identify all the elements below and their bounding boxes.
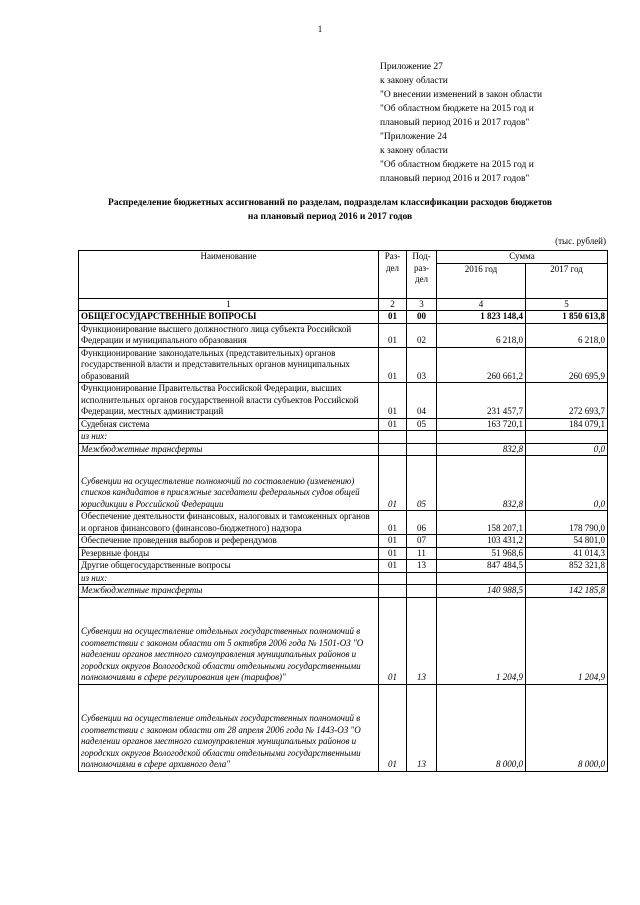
- row-value-2016: 8 000,0: [437, 684, 526, 771]
- row-value-2016: 103 431,2: [437, 535, 526, 548]
- row-section: 01: [379, 383, 407, 419]
- row-section: 01: [379, 347, 407, 383]
- row-value-2017: 0,0: [526, 443, 608, 456]
- row-subsection: 07: [407, 535, 437, 548]
- row-section: 01: [379, 597, 407, 684]
- row-name: из них:: [79, 431, 379, 444]
- table-row: [79, 535, 608, 548]
- row-section: 01: [379, 323, 407, 347]
- header-subsection: Под-раз-дел: [407, 251, 437, 299]
- row-subsection: 00: [407, 311, 437, 324]
- row-value-2016: 832,8: [437, 456, 526, 511]
- row-value-2016: 1 823 148,4: [437, 311, 526, 324]
- row-name: Функционирование Правительства Российской Федерации, высших исполнительных органов государственной власти субъектов Российской Федерации, местных администраций: [79, 383, 379, 419]
- row-name: Межбюджетные трансферты: [79, 585, 379, 598]
- annex-line: к закону области: [380, 146, 448, 156]
- budget-table: [78, 250, 608, 772]
- column-number: 1: [79, 298, 379, 311]
- annex-line: "Об областном бюджете на 2015 год и: [380, 104, 534, 114]
- row-value-2016: 832,8: [437, 443, 526, 456]
- row-value-2017: 184 079,1: [526, 418, 608, 431]
- row-subsection: 13: [407, 560, 437, 573]
- annex-line: "Об областном бюджете на 2015 год и: [380, 160, 534, 170]
- row-section: 01: [379, 560, 407, 573]
- row-value-2016: 260 661,2: [437, 347, 526, 383]
- row-section: [379, 443, 407, 456]
- table-row: [79, 323, 608, 347]
- row-value-2016: 158 207,1: [437, 511, 526, 535]
- header-name: Наименование: [79, 251, 379, 299]
- title-line: на плановый период 2016 и 2017 годов: [247, 212, 413, 222]
- row-value-2017: 260 695,9: [526, 347, 608, 383]
- row-value-2017: 1 204,9: [526, 597, 608, 684]
- row-section: [379, 431, 407, 444]
- annex-line: плановый период 2016 и 2017 годов": [380, 174, 530, 184]
- row-subsection: 05: [407, 418, 437, 431]
- header-2016: 2016 год: [437, 263, 526, 298]
- column-number: 5: [526, 298, 608, 311]
- row-section: 01: [379, 311, 407, 324]
- title-line: Распределение бюджетных ассигнований по разделам, подразделам классификации расходов бюджетов: [108, 198, 552, 208]
- row-name: Судебная система: [79, 418, 379, 431]
- row-name: Субвенции на осуществление отдельных государственных полномочий в соответствии с законом области от 5 октября 2006 года № 1501-ОЗ "О наделении органов местного самоуправления муниципальных районов и городских округов Вологодской области отдельными государственными полномочиями в сфере регулирования цен (тарифов)": [79, 597, 379, 684]
- row-subsection: 02: [407, 323, 437, 347]
- table-row: [79, 456, 608, 511]
- row-section: 01: [379, 535, 407, 548]
- row-value-2016: 163 720,1: [437, 418, 526, 431]
- table-row: [79, 443, 608, 456]
- row-value-2017: 178 790,0: [526, 511, 608, 535]
- annex-line: "О внесении изменений в закон области: [380, 90, 543, 100]
- row-value-2017: [526, 572, 608, 585]
- row-value-2016: 6 218,0: [437, 323, 526, 347]
- row-value-2017: 8 000,0: [526, 684, 608, 771]
- table-row: [79, 511, 608, 535]
- row-subsection: [407, 431, 437, 444]
- table-row: [79, 560, 608, 573]
- table-row: [79, 572, 608, 585]
- row-value-2017: 54 801,0: [526, 535, 608, 548]
- row-value-2016: 231 457,7: [437, 383, 526, 419]
- row-section: 01: [379, 547, 407, 560]
- row-section: 01: [379, 418, 407, 431]
- row-value-2017: 272 693,7: [526, 383, 608, 419]
- table-row: [79, 383, 608, 419]
- table-row: [79, 311, 608, 324]
- column-number: 3: [407, 298, 437, 311]
- units-label: (тыс. рублей): [555, 236, 606, 246]
- annex-line: плановый период 2016 и 2017 годов": [380, 118, 530, 128]
- row-value-2016: 847 484,5: [437, 560, 526, 573]
- table-row: [79, 547, 608, 560]
- row-value-2016: 140 988,5: [437, 585, 526, 598]
- row-value-2016: [437, 431, 526, 444]
- annex-line: Приложение 27: [380, 62, 443, 72]
- row-subsection: [407, 443, 437, 456]
- row-subsection: [407, 585, 437, 598]
- row-value-2017: 0,0: [526, 456, 608, 511]
- annex-header: [380, 60, 542, 186]
- table-row: [79, 431, 608, 444]
- row-value-2016: 51 968,6: [437, 547, 526, 560]
- annex-line: "Приложение 24: [380, 132, 447, 142]
- row-value-2017: 1 850 613,8: [526, 311, 608, 324]
- row-subsection: 03: [407, 347, 437, 383]
- row-name: Обеспечение проведения выборов и референдумов: [79, 535, 379, 548]
- annex-line: к закону области: [380, 76, 448, 86]
- row-value-2017: 142 185,8: [526, 585, 608, 598]
- row-name: Субвенции на осуществление полномочий по составлению (изменению) списков кандидатов в присяжные заседатели федеральных судов общей юрисдикции в Российской Федерации: [79, 456, 379, 511]
- row-section: [379, 585, 407, 598]
- row-name: Субвенции на осуществление отдельных государственных полномочий в соответствии с законом области от 28 апреля 2006 года № 1443-ОЗ "О наделении органов местного самоуправления муниципальных районов и городских округов Вологодской области отдельными государственными полномочиями в сфере архивного дела": [79, 684, 379, 771]
- column-number-row: [79, 298, 608, 311]
- row-value-2017: 41 014,3: [526, 547, 608, 560]
- row-section: 01: [379, 511, 407, 535]
- table-body: [79, 298, 608, 771]
- table-row: [79, 585, 608, 598]
- header-2017: 2017 год: [526, 263, 608, 298]
- row-section: 01: [379, 456, 407, 511]
- page-number: 1: [317, 24, 323, 34]
- column-number: 2: [379, 298, 407, 311]
- row-section: [379, 572, 407, 585]
- row-value-2016: 1 204,9: [437, 597, 526, 684]
- row-subsection: 11: [407, 547, 437, 560]
- row-name: Обеспечение деятельности финансовых, налоговых и таможенных органов и органов финансового (финансово-бюджетного) надзора: [79, 511, 379, 535]
- row-value-2017: 6 218,0: [526, 323, 608, 347]
- row-subsection: [407, 572, 437, 585]
- row-value-2017: 852 321,8: [526, 560, 608, 573]
- row-value-2017: [526, 431, 608, 444]
- header-section: Раз-дел: [379, 251, 407, 299]
- row-name: Функционирование высшего должностного лица субъекта Российской Федерации и муниципального образования: [79, 323, 379, 347]
- row-name: Другие общегосударственные вопросы: [79, 560, 379, 573]
- row-subsection: 13: [407, 684, 437, 771]
- table-row: [79, 684, 608, 771]
- row-subsection: 06: [407, 511, 437, 535]
- header-sum: Сумма: [437, 251, 608, 264]
- row-subsection: 13: [407, 597, 437, 684]
- column-number: 4: [437, 298, 526, 311]
- table-row: [79, 597, 608, 684]
- table-row: [79, 347, 608, 383]
- row-name: Резервные фонды: [79, 547, 379, 560]
- row-value-2016: [437, 572, 526, 585]
- row-subsection: 04: [407, 383, 437, 419]
- row-name: из них:: [79, 572, 379, 585]
- row-name: Функционирование законодательных (представительных) органов государственной власти и представительных органов муниципальных образований: [79, 347, 379, 383]
- table-row: [79, 418, 608, 431]
- row-section: 01: [379, 684, 407, 771]
- row-subsection: 05: [407, 456, 437, 511]
- document-title: [70, 196, 590, 224]
- row-name: Межбюджетные трансферты: [79, 443, 379, 456]
- row-name: ОБЩЕГОСУДАРСТВЕННЫЕ ВОПРОСЫ: [79, 311, 379, 324]
